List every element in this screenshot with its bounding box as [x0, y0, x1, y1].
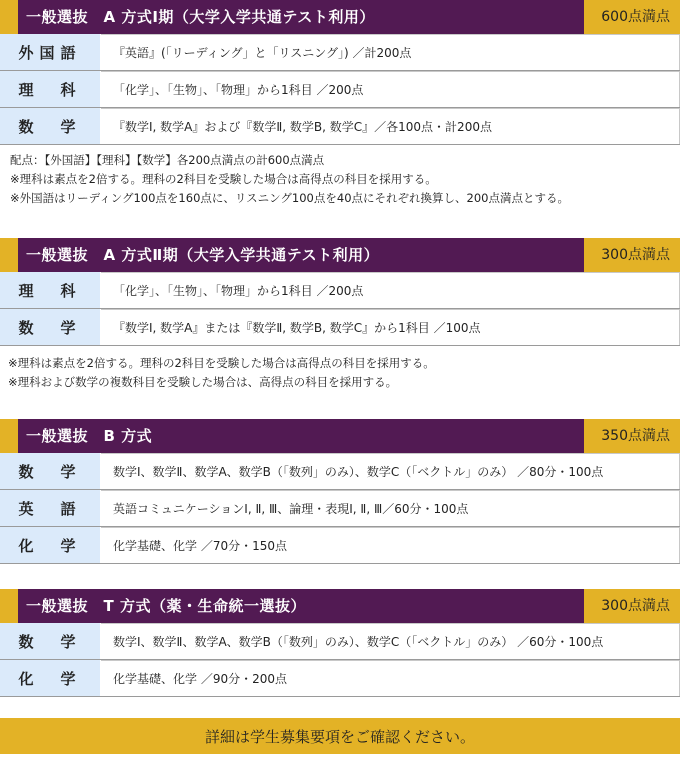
- note-line: ※理科は素点を2倍する。理科の2科目を受験した場合は高得点の科目を採用する。: [8, 356, 435, 370]
- section-header: [0, 589, 680, 623]
- description-cell: 「化学」、「生物」、「物理」から1科目 ／200点: [101, 71, 680, 107]
- table-row: [0, 34, 680, 71]
- footer-banner: 詳細は学生募集要項をご確認ください。: [0, 718, 680, 754]
- section-title: 一般選抜 A 方式Ⅰ期（大学入学共通テスト利用）: [18, 0, 584, 34]
- table-row: [0, 660, 680, 697]
- section-header: [0, 419, 680, 453]
- description-cell: 数学Ⅰ、数学Ⅱ、数学A、数学B（「数列」のみ）、数学C（「ベクトル」のみ） ／60分・100点: [101, 623, 680, 659]
- table-row: [0, 108, 680, 145]
- table-row: [0, 71, 680, 108]
- section-title: 一般選抜 B 方式: [18, 419, 584, 453]
- table-row: [0, 453, 680, 490]
- description-cell: 化学基礎、化学 ／70分・150点: [101, 527, 680, 563]
- subject-cell: 英 語: [0, 490, 101, 526]
- note-line: ※理科は素点を2倍する。理科の2科目を受験した場合は高得点の科目を採用する。: [10, 172, 437, 186]
- subject-cell: 数 学: [0, 453, 101, 489]
- note-line: ※理科および数学の複数科目を受験した場合は、高得点の科目を採用する。: [8, 375, 398, 389]
- section-t: [0, 589, 680, 697]
- header-accent: [0, 589, 18, 623]
- table-row: [0, 309, 680, 346]
- table-row: [0, 623, 680, 660]
- subject-cell: 化 学: [0, 660, 101, 696]
- subject-cell: 数 学: [0, 309, 101, 345]
- section-a2: [0, 238, 680, 392]
- description-cell: 『英語』(「リーディング」と「リスニング」) ／計200点: [101, 34, 680, 70]
- section-notes: [0, 354, 680, 392]
- section-notes: [0, 151, 680, 208]
- note-line: ※外国語はリーディング100点を160点に、リスニング100点を40点にそれぞれ換算し、200点満点とする。: [10, 191, 569, 205]
- section-score: 300点満点: [584, 238, 680, 272]
- section-score: 600点満点: [584, 0, 680, 34]
- subject-cell: 理 科: [0, 272, 101, 308]
- section-a1: [0, 0, 680, 208]
- subject-cell: 化 学: [0, 527, 101, 563]
- description-cell: 『数学Ⅰ, 数学A』および『数学Ⅱ, 数学B, 数学C』／各100点・計200点: [101, 108, 680, 144]
- section-title: 一般選抜 T 方式（薬・生命統一選抜）: [18, 589, 584, 623]
- section-score: 350点満点: [584, 419, 680, 453]
- subject-cell: 理 科: [0, 71, 101, 107]
- section-score: 300点満点: [584, 589, 680, 623]
- section-header: [0, 238, 680, 272]
- description-cell: 英語コミュニケーションⅠ, Ⅱ, Ⅲ、論理・表現Ⅰ, Ⅱ, Ⅲ／60分・100点: [101, 490, 680, 526]
- subject-cell: 数 学: [0, 623, 101, 659]
- table-row: [0, 527, 680, 564]
- description-cell: 化学基礎、化学 ／90分・200点: [101, 660, 680, 696]
- table-row: [0, 272, 680, 309]
- description-cell: 数学Ⅰ、数学Ⅱ、数学A、数学B（「数列」のみ）、数学C（「ベクトル」のみ） ／80分・100点: [101, 453, 680, 489]
- header-accent: [0, 238, 18, 272]
- note-line: 配点：【外国語】【理科】【数学】各200点満点の計600点満点: [10, 153, 325, 167]
- subject-cell: 数 学: [0, 108, 101, 144]
- header-accent: [0, 419, 18, 453]
- header-accent: [0, 0, 18, 34]
- description-cell: 「化学」、「生物」、「物理」から1科目 ／200点: [101, 272, 680, 308]
- section-header: [0, 0, 680, 34]
- subject-cell: 外国語: [0, 34, 101, 70]
- description-cell: 『数学Ⅰ, 数学A』または『数学Ⅱ, 数学B, 数学C』から1科目 ／100点: [101, 309, 680, 345]
- section-title: 一般選抜 A 方式Ⅱ期（大学入学共通テスト利用）: [18, 238, 584, 272]
- table-row: [0, 490, 680, 527]
- section-b: [0, 419, 680, 564]
